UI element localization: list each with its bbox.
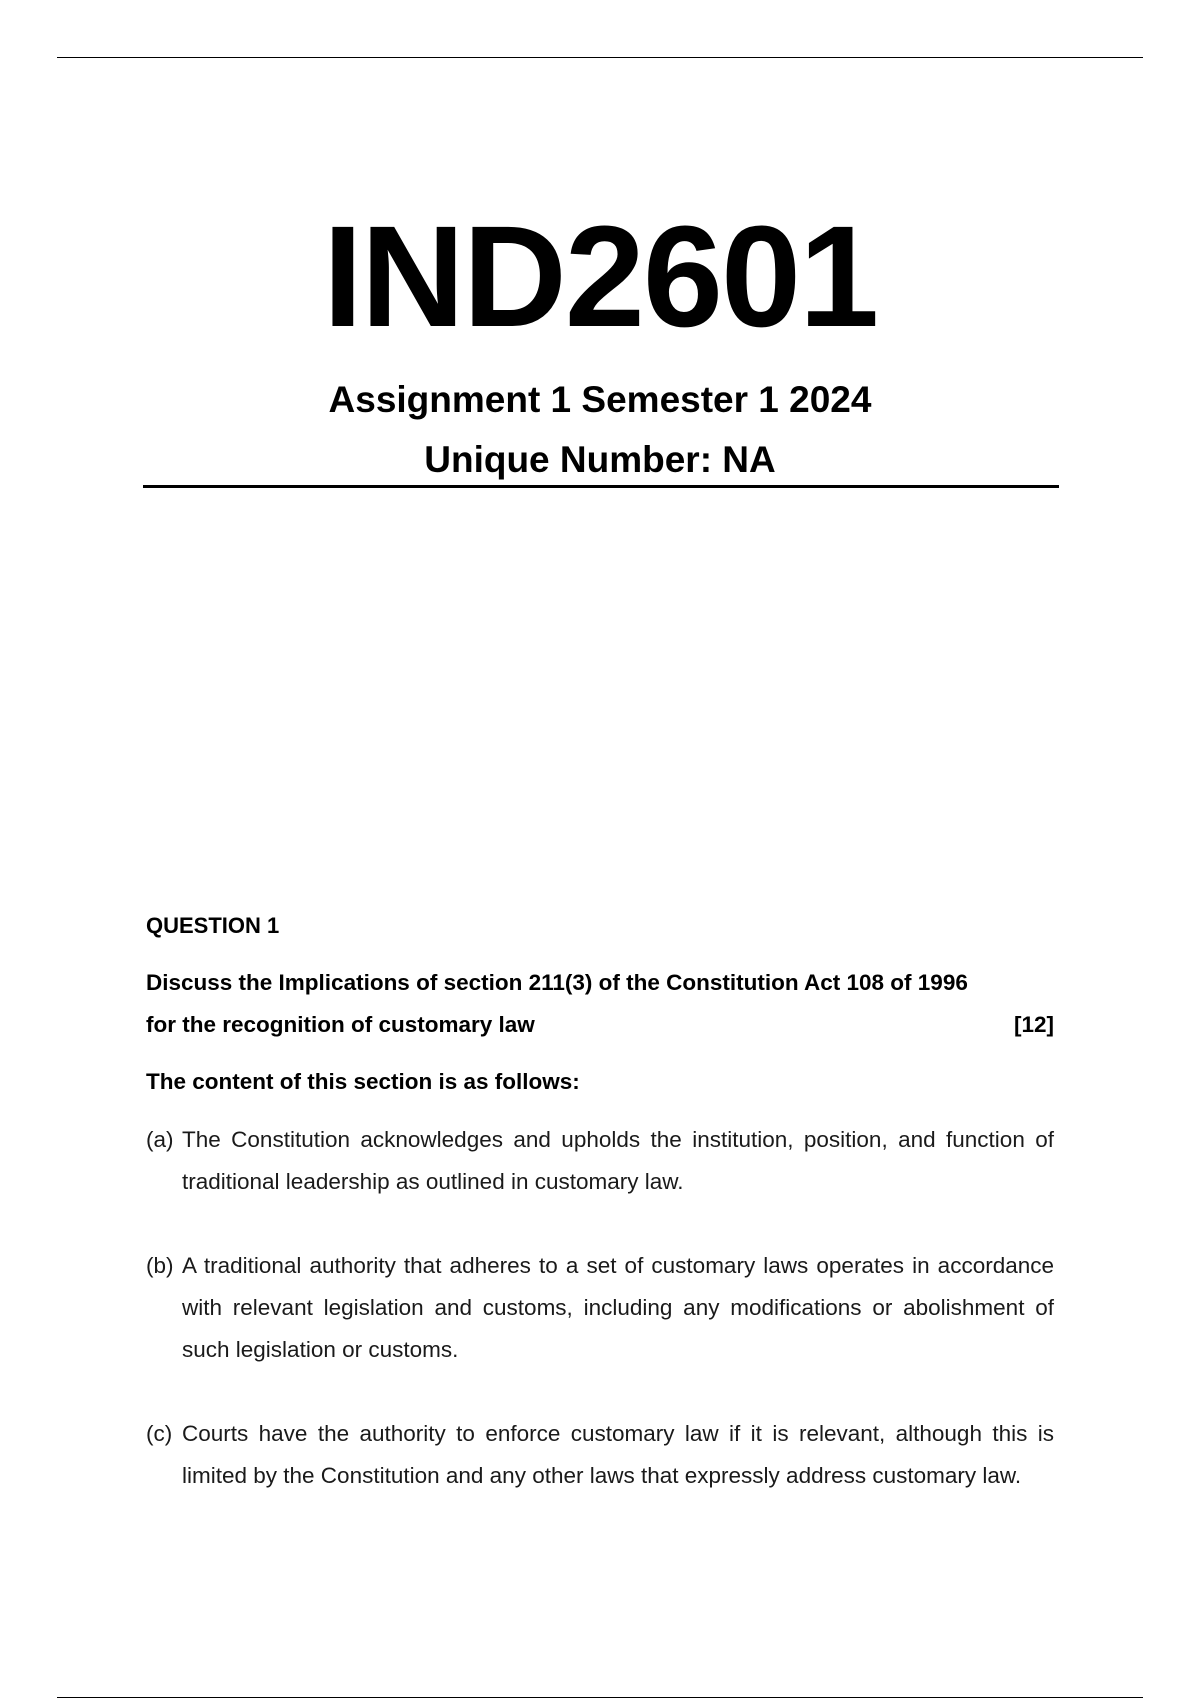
list-item-text: A traditional authority that adheres to a set of customary laws operates in accordance with relevant legislation and customs, including any modifications or abolishment of such legislation or customs. [182, 1253, 1054, 1362]
list-item-marker: (b) [146, 1253, 174, 1278]
question-prompt-line-2-text: for the recognition of customary law [146, 1012, 535, 1037]
list-item [146, 1245, 1054, 1371]
unique-number-subtitle: Unique Number: NA [424, 439, 776, 480]
course-code-title: IND2601 [322, 196, 878, 357]
list-item-text: Courts have the authority to enforce customary law if it is relevant, although this is limited by the Constitution and any other laws that expressly address customary law. [182, 1421, 1054, 1488]
title-underline-rule [143, 485, 1059, 488]
page-bottom-rule [57, 1697, 1143, 1698]
page-top-rule [57, 57, 1143, 58]
assignment-subtitle: Assignment 1 Semester 1 2024 [328, 379, 872, 420]
list-item-marker: (c) [146, 1421, 173, 1446]
content-intro: The content of this section is as follows: [146, 1069, 580, 1094]
list-item-text: The Constitution acknowledges and upholds the institution, position, and function of traditional leadership as outlined in customary law. [182, 1127, 1054, 1194]
list-item [146, 1413, 1054, 1497]
question-marks: [12] [1013, 1012, 1054, 1037]
question-prompt-line-1: Discuss the Implications of section 211(3) of the Constitution Act 108 of 1996 [146, 970, 968, 995]
question-prompt-line-2 [146, 1004, 1054, 1046]
list-item-marker: (a) [146, 1127, 174, 1152]
question-heading: QUESTION 1 [146, 913, 280, 938]
question-prompt [146, 962, 1054, 1046]
list-item [146, 1119, 1054, 1203]
